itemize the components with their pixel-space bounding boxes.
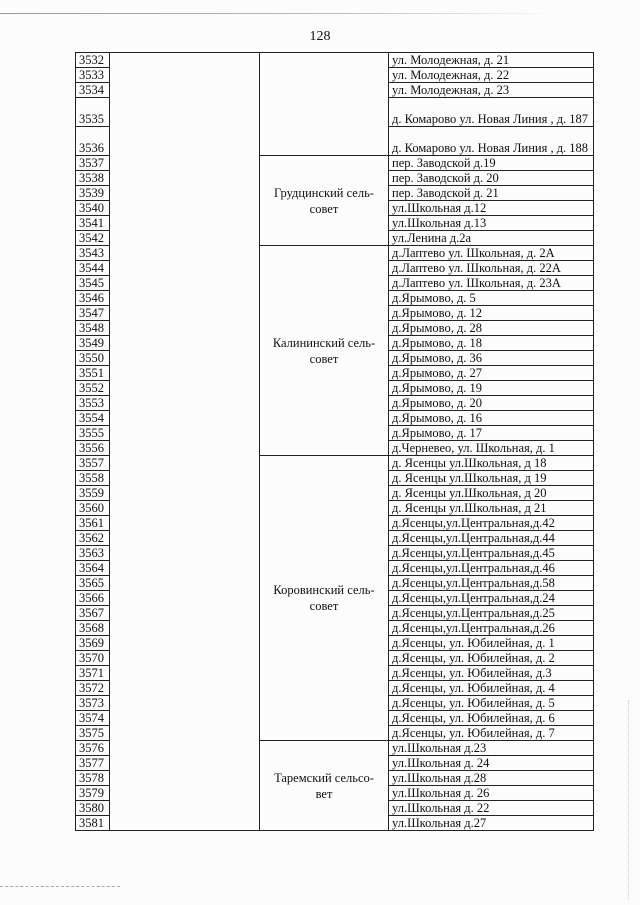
row-number: 3544 [76,261,110,276]
page-number: 128 [309,29,331,44]
address-table-body [76,53,594,831]
address-cell: пер. Заводской д. 21 [389,186,594,201]
row-number: 3573 [76,696,110,711]
row-number: 3581 [76,816,110,831]
row-number: 3548 [76,321,110,336]
address-cell: д. Комарово ул. Новая Линия , д. 188 [389,127,594,156]
row-number: 3555 [76,426,110,441]
row-number: 3578 [76,771,110,786]
address-cell: д.Ясенцы,ул.Центральная,д.25 [389,606,594,621]
row-number: 3545 [76,276,110,291]
row-number: 3546 [76,291,110,306]
row-number: 3568 [76,621,110,636]
address-cell: д.Лаптево ул. Школьная, д. 23А [389,276,594,291]
address-cell: д.Ярымово, д. 18 [389,336,594,351]
row-number: 3563 [76,546,110,561]
scan-edge-line [0,13,560,14]
row-number: 3552 [76,381,110,396]
row-number: 3534 [76,83,110,98]
address-cell: д. Ясенцы ул.Школьная, д 20 [389,486,594,501]
row-number: 3558 [76,471,110,486]
address-cell: ул.Школьная д.27 [389,816,594,831]
address-cell: ул.Школьная д. 24 [389,756,594,771]
address-cell: ул.Школьная д.23 [389,741,594,756]
address-cell: д.Ясенцы, ул. Юбилейная, д.3 [389,666,594,681]
row-number: 3557 [76,456,110,471]
address-table [75,52,594,831]
row-number: 3537 [76,156,110,171]
address-cell: д.Ярымово, д. 27 [389,366,594,381]
address-cell: д.Ясенцы, ул. Юбилейная, д. 6 [389,711,594,726]
row-number: 3551 [76,366,110,381]
address-cell: д.Ярымово, д. 36 [389,351,594,366]
row-number: 3553 [76,396,110,411]
council-name: Калининский сель-совет [260,246,389,456]
row-number: 3572 [76,681,110,696]
row-number: 3571 [76,666,110,681]
row-number: 3543 [76,246,110,261]
address-cell: ул.Школьная д.12 [389,201,594,216]
row-number: 3580 [76,801,110,816]
row-number: 3562 [76,531,110,546]
address-cell: ул. Молодежная, д. 22 [389,68,594,83]
row-number: 3566 [76,591,110,606]
row-number: 3561 [76,516,110,531]
row-number: 3547 [76,306,110,321]
row-number: 3554 [76,411,110,426]
row-number: 3564 [76,561,110,576]
address-cell: д.Ясенцы, ул. Юбилейная, д. 4 [389,681,594,696]
address-cell: д. Ясенцы ул.Школьная, д 21 [389,501,594,516]
address-cell: ул.Школьная д. 26 [389,786,594,801]
address-cell: д.Ярымово, д. 19 [389,381,594,396]
address-cell: ул. Молодежная, д. 21 [389,53,594,68]
address-cell: ул. Молодежная, д. 23 [389,83,594,98]
address-cell: д.Ярымово, д. 12 [389,306,594,321]
address-cell: ул.Школьная д.13 [389,216,594,231]
address-cell: д. Комарово ул. Новая Линия , д. 187 [389,98,594,127]
row-number: 3540 [76,201,110,216]
address-cell: д. Ясенцы ул.Школьная, д 18 [389,456,594,471]
row-number: 3576 [76,741,110,756]
row-number: 3579 [76,786,110,801]
address-cell: д.Ярымово, д. 20 [389,396,594,411]
address-cell: д.Ясенцы,ул.Центральная,д.58 [389,576,594,591]
council-name: Коровинский сель-совет [260,456,389,741]
address-cell: д.Черневео, ул. Школьная, д. 1 [389,441,594,456]
address-cell: д.Ясенцы, ул. Юбилейная, д. 7 [389,726,594,741]
district-cell [110,53,260,831]
address-cell: д.Ярымово, д. 28 [389,321,594,336]
row-number: 3536 [76,127,110,156]
row-number: 3542 [76,231,110,246]
row-number: 3541 [76,216,110,231]
address-cell: д.Ярымово, д. 16 [389,411,594,426]
scan-edge-dash [0,886,120,887]
address-cell: ул.Школьная д.28 [389,771,594,786]
council-name: Грудцинский сель-совет [260,156,389,246]
address-cell: д.Ясенцы,ул.Центральная,д.46 [389,561,594,576]
address-cell: д.Лаптево ул. Школьная, д. 2А [389,246,594,261]
address-cell: д.Ясенцы,ул.Центральная,д.24 [389,591,594,606]
row-number: 3575 [76,726,110,741]
address-cell: д.Ясенцы, ул. Юбилейная, д. 1 [389,636,594,651]
row-number: 3550 [76,351,110,366]
council-name: Таремский сельсо-вет [260,741,389,831]
address-cell: д.Ясенцы,ул.Центральная,д.44 [389,531,594,546]
address-cell: д.Ясенцы,ул.Центральная,д.45 [389,546,594,561]
row-number: 3535 [76,98,110,127]
row-number: 3532 [76,53,110,68]
row-number: 3570 [76,651,110,666]
address-cell: д. Ясенцы ул.Школьная, д 19 [389,471,594,486]
row-number: 3567 [76,606,110,621]
row-number: 3574 [76,711,110,726]
address-cell: д.Ясенцы, ул. Юбилейная, д. 2 [389,651,594,666]
row-number: 3560 [76,501,110,516]
address-cell: д.Ясенцы,ул.Центральная,д.42 [389,516,594,531]
row-number: 3577 [76,756,110,771]
table-row [76,53,594,68]
address-cell: пер. Заводской д. 20 [389,171,594,186]
address-cell: ул.Школьная д. 22 [389,801,594,816]
council-name [260,53,389,156]
row-number: 3569 [76,636,110,651]
row-number: 3533 [76,68,110,83]
address-cell: д.Ярымово, д. 17 [389,426,594,441]
address-cell: д.Ярымово, д. 5 [389,291,594,306]
row-number: 3549 [76,336,110,351]
row-number: 3556 [76,441,110,456]
row-number: 3565 [76,576,110,591]
row-number: 3559 [76,486,110,501]
scan-edge-dots [628,700,629,900]
address-cell: пер. Заводской д.19 [389,156,594,171]
address-cell: д.Лаптево ул. Школьная, д. 22А [389,261,594,276]
address-cell: д.Ясенцы,ул.Центральная,д.26 [389,621,594,636]
row-number: 3538 [76,171,110,186]
address-cell: д.Ясенцы, ул. Юбилейная, д. 5 [389,696,594,711]
row-number: 3539 [76,186,110,201]
address-cell: ул.Ленина д.2а [389,231,594,246]
